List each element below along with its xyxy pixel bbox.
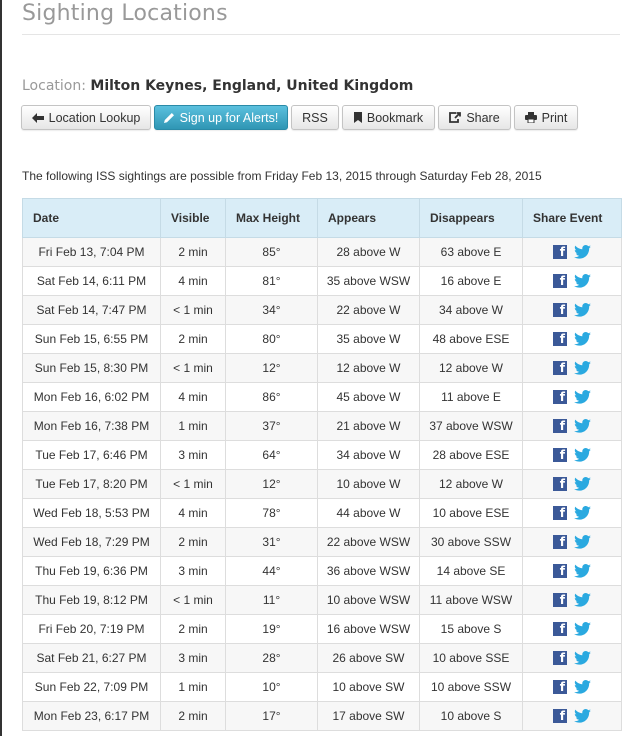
cell-disappears: 63 above E [420,238,523,267]
table-row [23,325,622,354]
arrow-left-icon [32,113,44,123]
location-line [22,77,413,95]
cell-share [523,354,622,383]
cell-max-height: 81° [226,267,318,296]
cell-date: Fri Feb 20, 7:19 PM [23,615,161,644]
twitter-icon[interactable] [574,361,591,375]
cell-date: Sun Feb 15, 6:55 PM [23,325,161,354]
facebook-icon[interactable]: f [553,593,567,607]
share-icon [449,112,461,123]
cell-disappears: 10 above SSE [420,644,523,673]
cell-date: Wed Feb 18, 5:53 PM [23,499,161,528]
cell-disappears: 14 above SE [420,557,523,586]
cell-share [523,702,622,731]
pencil-icon [164,112,175,123]
cell-disappears: 48 above ESE [420,325,523,354]
twitter-icon[interactable] [574,506,591,520]
rss-label: RSS [302,110,328,125]
cell-date: Tue Feb 17, 8:20 PM [23,470,161,499]
cell-max-height: 12° [226,354,318,383]
twitter-icon[interactable] [574,622,591,636]
cell-visible: 2 min [161,238,226,267]
cell-visible: 2 min [161,615,226,644]
cell-date: Mon Feb 23, 6:17 PM [23,702,161,731]
cell-disappears: 10 above S [420,702,523,731]
cell-appears: 36 above WSW [318,557,420,586]
cell-max-height: 37° [226,412,318,441]
table-row [23,412,622,441]
cell-appears: 34 above W [318,441,420,470]
facebook-icon[interactable]: f [553,419,567,433]
table-row [23,528,622,557]
cell-date: Fri Feb 13, 7:04 PM [23,238,161,267]
header-visible: Visible [161,199,226,238]
cell-appears: 22 above WSW [318,528,420,557]
cell-date: Sat Feb 21, 6:27 PM [23,644,161,673]
facebook-icon[interactable]: f [553,709,567,723]
cell-appears: 35 above W [318,325,420,354]
twitter-icon[interactable] [574,535,591,549]
facebook-icon[interactable]: f [553,535,567,549]
sightings-intro: The following ISS sightings are possible from Friday Feb 13, 2015 through Saturday Feb 28, 2015 [22,169,542,183]
cell-disappears: 30 above SSW [420,528,523,557]
table-row [23,615,622,644]
page-title: Sighting Locations [22,1,228,26]
cell-disappears: 12 above W [420,354,523,383]
cell-visible: 3 min [161,441,226,470]
table-row [23,673,622,702]
header-appears: Appears [318,199,420,238]
cell-visible: 3 min [161,557,226,586]
facebook-icon[interactable]: f [553,361,567,375]
cell-max-height: 64° [226,441,318,470]
share-button[interactable] [438,105,511,130]
table-row [23,267,622,296]
table-row [23,470,622,499]
share-label: Share [466,110,500,125]
facebook-icon[interactable]: f [553,448,567,462]
facebook-icon[interactable]: f [553,564,567,578]
cell-share [523,499,622,528]
cell-share [523,528,622,557]
cell-appears: 22 above W [318,296,420,325]
cell-share [523,644,622,673]
cell-max-height: 17° [226,702,318,731]
cell-date: Mon Feb 16, 6:02 PM [23,383,161,412]
location-lookup-label: Location Lookup [48,110,141,125]
table-row [23,383,622,412]
cell-visible: 2 min [161,702,226,731]
header-share-event: Share Event [523,199,622,238]
cell-share [523,296,622,325]
table-row [23,644,622,673]
cell-share [523,383,622,412]
cell-disappears: 16 above E [420,267,523,296]
facebook-icon[interactable]: f [553,680,567,694]
cell-appears: 45 above W [318,383,420,412]
cell-date: Thu Feb 19, 8:12 PM [23,586,161,615]
cell-visible: < 1 min [161,354,226,383]
cell-max-height: 31° [226,528,318,557]
twitter-icon[interactable] [574,448,591,462]
table-row [23,499,622,528]
cell-appears: 10 above WSW [318,586,420,615]
facebook-icon[interactable]: f [553,332,567,346]
cell-date: Thu Feb 19, 6:36 PM [23,557,161,586]
location-value: Milton Keynes, England, United Kingdom [90,78,414,94]
cell-date: Tue Feb 17, 6:46 PM [23,441,161,470]
twitter-icon[interactable] [574,651,591,665]
header-disappears: Disappears [420,199,523,238]
print-button[interactable] [514,105,578,130]
cell-share [523,586,622,615]
facebook-icon[interactable]: f [553,274,567,288]
table-row [23,586,622,615]
twitter-icon[interactable] [574,564,591,578]
cell-visible: < 1 min [161,470,226,499]
cell-disappears: 10 above ESE [420,499,523,528]
twitter-icon[interactable] [574,245,591,259]
table-header-row [23,199,622,238]
cell-visible: < 1 min [161,586,226,615]
printer-icon [525,112,537,123]
cell-appears: 17 above SW [318,702,420,731]
cell-share [523,441,622,470]
twitter-icon[interactable] [574,303,591,317]
location-label: Location: [22,78,86,94]
cell-max-height: 10° [226,673,318,702]
cell-disappears: 10 above SSW [420,673,523,702]
twitter-icon[interactable] [574,477,591,491]
cell-appears: 26 above SW [318,644,420,673]
cell-share [523,470,622,499]
cell-max-height: 80° [226,325,318,354]
left-border [0,0,2,736]
facebook-icon[interactable]: f [553,651,567,665]
cell-disappears: 15 above S [420,615,523,644]
cell-max-height: 12° [226,470,318,499]
cell-visible: 1 min [161,673,226,702]
sightings-table [22,198,622,731]
cell-share [523,267,622,296]
facebook-icon[interactable]: f [553,390,567,404]
location-lookup-button[interactable] [21,105,151,130]
cell-date: Wed Feb 18, 7:29 PM [23,528,161,557]
table-row [23,354,622,383]
table-row [23,702,622,731]
table-row [23,296,622,325]
cell-share [523,412,622,441]
cell-max-height: 78° [226,499,318,528]
cell-disappears: 37 above WSW [420,412,523,441]
cell-appears: 35 above WSW [318,267,420,296]
cell-date: Mon Feb 16, 7:38 PM [23,412,161,441]
cell-max-height: 34° [226,296,318,325]
cell-appears: 16 above WSW [318,615,420,644]
table-row [23,441,622,470]
cell-disappears: 11 above WSW [420,586,523,615]
facebook-icon[interactable]: f [553,622,567,636]
bookmark-icon [354,112,362,123]
cell-share [523,615,622,644]
header-date: Date [23,199,161,238]
cell-share [523,673,622,702]
cell-visible: < 1 min [161,296,226,325]
twitter-icon[interactable] [574,390,591,404]
cell-share [523,557,622,586]
facebook-icon[interactable]: f [553,303,567,317]
cell-appears: 12 above W [318,354,420,383]
alerts-signup-label: Sign up for Alerts! [179,110,279,125]
cell-visible: 3 min [161,644,226,673]
cell-max-height: 85° [226,238,318,267]
facebook-icon[interactable]: f [553,506,567,520]
cell-appears: 44 above W [318,499,420,528]
cell-visible: 4 min [161,267,226,296]
cell-appears: 21 above W [318,412,420,441]
bookmark-label: Bookmark [366,110,424,125]
cell-max-height: 19° [226,615,318,644]
cell-max-height: 44° [226,557,318,586]
cell-visible: 4 min [161,499,226,528]
header-max-height: Max Height [226,199,318,238]
cell-appears: 10 above SW [318,673,420,702]
cell-date: Sun Feb 22, 7:09 PM [23,673,161,702]
cell-disappears: 11 above E [420,383,523,412]
cell-visible: 1 min [161,412,226,441]
twitter-icon[interactable] [574,419,591,433]
cell-date: Sat Feb 14, 7:47 PM [23,296,161,325]
rss-button[interactable] [291,105,339,130]
facebook-icon[interactable]: f [553,245,567,259]
bookmark-button[interactable] [342,105,435,130]
cell-visible: 2 min [161,528,226,557]
twitter-icon[interactable] [574,332,591,346]
print-label: Print [541,110,568,125]
cell-max-height: 11° [226,586,318,615]
cell-disappears: 28 above ESE [420,441,523,470]
cell-share [523,325,622,354]
cell-share [523,238,622,267]
cell-disappears: 12 above W [420,470,523,499]
cell-date: Sat Feb 14, 6:11 PM [23,267,161,296]
cell-appears: 28 above W [318,238,420,267]
cell-max-height: 86° [226,383,318,412]
twitter-icon[interactable] [574,680,591,694]
table-row [23,557,622,586]
twitter-icon[interactable] [574,274,591,288]
cell-appears: 10 above W [318,470,420,499]
twitter-icon[interactable] [574,709,591,723]
cell-visible: 4 min [161,383,226,412]
table-row [23,238,622,267]
cell-date: Sun Feb 15, 8:30 PM [23,354,161,383]
cell-visible: 2 min [161,325,226,354]
cell-max-height: 28° [226,644,318,673]
title-divider [22,34,620,35]
cell-disappears: 34 above W [420,296,523,325]
alerts-signup-button[interactable] [154,105,288,130]
twitter-icon[interactable] [574,593,591,607]
facebook-icon[interactable]: f [553,477,567,491]
